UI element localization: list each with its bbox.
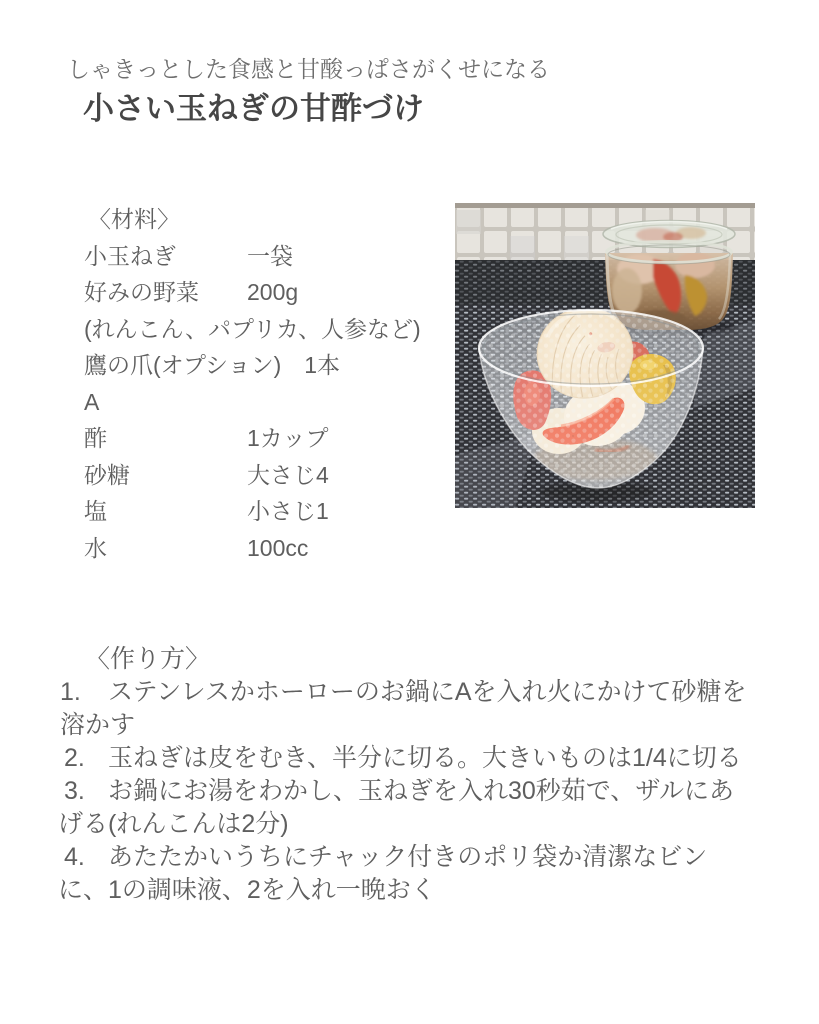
instruction-step-text: お鍋にお湯をわかし、玉ねぎを入れ30秒茹で、ザルにあ [108,777,735,805]
ingredient-amount: 大さじ4 [247,461,329,488]
instruction-step-text: あたたかいうちにチャック付きのポリ袋か清潔なビン [108,843,708,871]
ingredient-name: A [84,388,100,415]
instructions-heading: 〈作り方〉 [85,645,211,673]
ingredient-row [84,530,421,567]
instruction-step-number: 4. [64,843,85,871]
instruction-line [58,841,747,874]
instruction-step-text: ステンレスかホーローのお鍋にAを入れ火にかけて砂糖を [108,678,747,706]
ingredient-name: 砂糖 [84,461,130,488]
ingredient-row [84,420,421,457]
ingredient-name: 鷹の爪(オプション) 1本 [84,352,341,378]
ingredient-amount: 一袋 [247,242,293,269]
ingredients-section [84,201,421,566]
instruction-step-number: 1. [60,678,81,706]
instruction-step-number: 2. [64,744,85,772]
instruction-step-text: 玉ねぎは皮をむき、半分に切る。大きいものは1/4に切る [108,744,742,772]
instruction-line [58,775,747,808]
ingredient-name: 小玉ねぎ [84,242,176,269]
ingredient-name: 水 [84,534,107,561]
recipe-title: 小さい玉ねぎの甘酢づけ [83,91,424,126]
ingredient-row [84,311,421,348]
instruction-line [58,808,747,841]
ingredient-amount: 1カップ [247,425,329,451]
ingredient-name: 酢 [84,425,107,451]
ingredients-heading: 〈材料〉 [88,206,180,232]
instruction-line [58,709,747,742]
recipe-photo [455,203,755,508]
instruction-line [58,676,747,709]
ingredient-row [84,347,421,384]
ingredients-list [84,238,421,567]
ingredient-row [84,274,421,311]
instruction-line [58,874,747,907]
ingredient-row [84,238,421,275]
ingredient-name: (れんこん、パプリカ、人参など) [84,315,421,342]
instruction-step-number: 3. [64,777,85,805]
ingredient-row [84,384,421,421]
instructions-list [58,676,747,907]
ingredient-amount: 100cc [247,534,309,561]
ingredient-name: 塩 [84,498,107,524]
recipe-photo-illustration [455,203,755,508]
ingredient-name: 好みの野菜 [84,279,199,305]
ingredient-amount: 200g [247,279,299,305]
instruction-step-text: げる(れんこんは2分) [58,810,289,838]
instruction-step-text: に、1の調味液、2を入れ一晩おく [58,876,436,904]
ingredient-amount: 小さじ1 [247,498,329,524]
instruction-step-text: 溶かす [60,711,136,739]
ingredient-row [84,457,421,494]
instruction-line [58,742,747,775]
ingredient-row [84,493,421,530]
recipe-subtitle: しゃきっとした食感と甘酸っぱさがくせになる [67,56,550,82]
instructions-section [58,643,747,907]
